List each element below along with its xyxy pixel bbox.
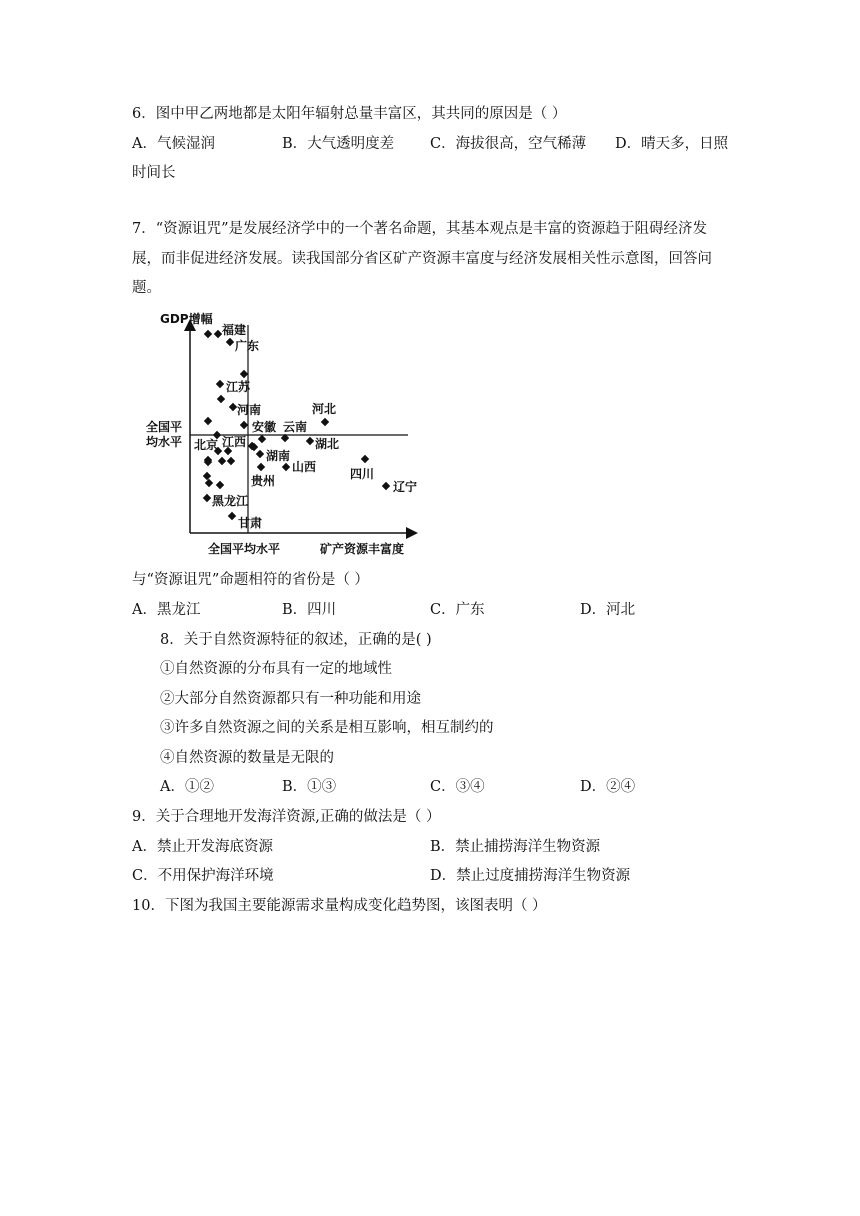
label-fujian: 福建: [222, 323, 247, 337]
q6-stem: 6．图中甲乙两地都是太阳年辐射总量丰富区，其共同的原因是（ ）: [132, 106, 567, 122]
y-average-label-line1: 全国平: [146, 420, 183, 434]
q6-option-d: D．晴天多，日照: [615, 136, 729, 152]
y-axis-label: GDP增幅: [160, 312, 213, 326]
q7-option-b: B．四川: [282, 602, 337, 618]
data-point: [361, 455, 369, 463]
data-point: [229, 403, 237, 411]
data-point: [204, 417, 212, 425]
data-point: [203, 494, 211, 502]
data-point: [321, 418, 329, 426]
y-average-label-line2: 均水平: [146, 435, 183, 449]
q7-option-a: A．黑龙江: [132, 602, 201, 618]
label-henan: 河南: [237, 403, 262, 417]
q9-option-d: D．禁止过度捕捞海洋生物资源: [430, 868, 631, 884]
data-point: [216, 481, 224, 489]
q7-line-1: 7．“资源诅咒”是发展经济学中的一个著名命题，其基本观点是丰富的资源趋于阻碍经济发: [132, 221, 708, 237]
q7-line-3: 题。: [132, 280, 161, 296]
data-point: [204, 330, 212, 338]
q6-option-d-wrap: 时间长: [132, 165, 176, 181]
label-guizhou: 贵州: [251, 474, 276, 488]
q8-item-3: ③许多自然资源之间的关系是相互影响，相互制约的: [160, 720, 494, 736]
data-point: [216, 380, 224, 388]
label-yunnan: 云南: [283, 420, 308, 434]
resource-curse-scatter-chart: [140, 305, 420, 560]
data-point: [256, 450, 264, 458]
data-point: [240, 421, 248, 429]
label-anhui: 安徽: [252, 420, 277, 434]
q7-option-c: C．广东: [430, 602, 485, 618]
label-liaoning: 辽宁: [393, 480, 418, 494]
q8-item-1: ①自然资源的分布具有一定的地域性: [160, 661, 392, 677]
q9-option-b: B．禁止捕捞海洋生物资源: [430, 839, 601, 855]
label-jiangsu: 江苏: [226, 380, 251, 394]
data-point: [257, 463, 265, 471]
q8-item-4: ④自然资源的数量是无限的: [160, 750, 334, 766]
label-guangdong: 广东: [235, 339, 260, 353]
data-point: [282, 463, 290, 471]
label-jiangxi: 江西: [222, 435, 247, 449]
data-point: [240, 370, 248, 378]
data-point: [205, 479, 213, 487]
q9-option-a: A．禁止开发海底资源: [132, 839, 273, 855]
q8-option-b: B．①③: [282, 779, 337, 795]
label-shanxi: 山西: [292, 460, 317, 474]
q6-option-a: A．气候湿润: [132, 136, 215, 152]
label-hunan: 湖南: [266, 449, 291, 463]
data-point: [214, 330, 222, 338]
q8-option-c: C．③④: [430, 779, 485, 795]
label-beijing: 北京: [194, 438, 219, 452]
data-point: [228, 512, 236, 520]
data-point: [258, 435, 266, 443]
data-point: [226, 338, 234, 346]
data-point: [203, 472, 211, 480]
q10-stem: 10．下图为我国主要能源需求量构成变化趋势图，该图表明（ ）: [132, 898, 547, 914]
label-gansu: 甘肃: [238, 516, 263, 530]
q9-option-c: C．不用保护海洋环境: [132, 868, 274, 884]
q8-option-d: D．②④: [580, 779, 636, 795]
data-point: [306, 437, 314, 445]
q8-option-a: A．①②: [160, 779, 214, 795]
q7-line-2: 展，而非促进经济发展。读我国部分省区矿产资源丰富度与经济发展相关性示意图，回答问: [132, 251, 712, 267]
q8-item-2: ②大部分自然资源都只有一种功能和用途: [160, 691, 421, 707]
x-average-label: 全国平均水平: [208, 542, 281, 556]
label-hebei: 河北: [312, 402, 337, 416]
q7-question: 与“资源诅咒”命题相符的省份是（ ）: [132, 572, 369, 588]
x-axis-label: 矿产资源丰富度: [320, 542, 405, 556]
q7-option-d: D．河北: [580, 602, 636, 618]
data-point: [382, 482, 390, 490]
label-hubei: 湖北: [315, 437, 340, 451]
q8-stem: 8．关于自然资源特征的叙述，正确的是( ): [160, 632, 432, 648]
q6-option-b: B．大气透明度差: [282, 136, 395, 152]
data-point: [218, 457, 226, 465]
label-heilongjiang: 黑龙江: [212, 494, 249, 508]
data-point: [227, 457, 235, 465]
q6-option-c: C．海拔很高，空气稀薄: [430, 136, 587, 152]
label-sichuan: 四川: [350, 467, 375, 481]
data-point: [217, 395, 225, 403]
q9-stem: 9．关于合理地开发海洋资源,正确的做法是（ ）: [132, 809, 441, 825]
